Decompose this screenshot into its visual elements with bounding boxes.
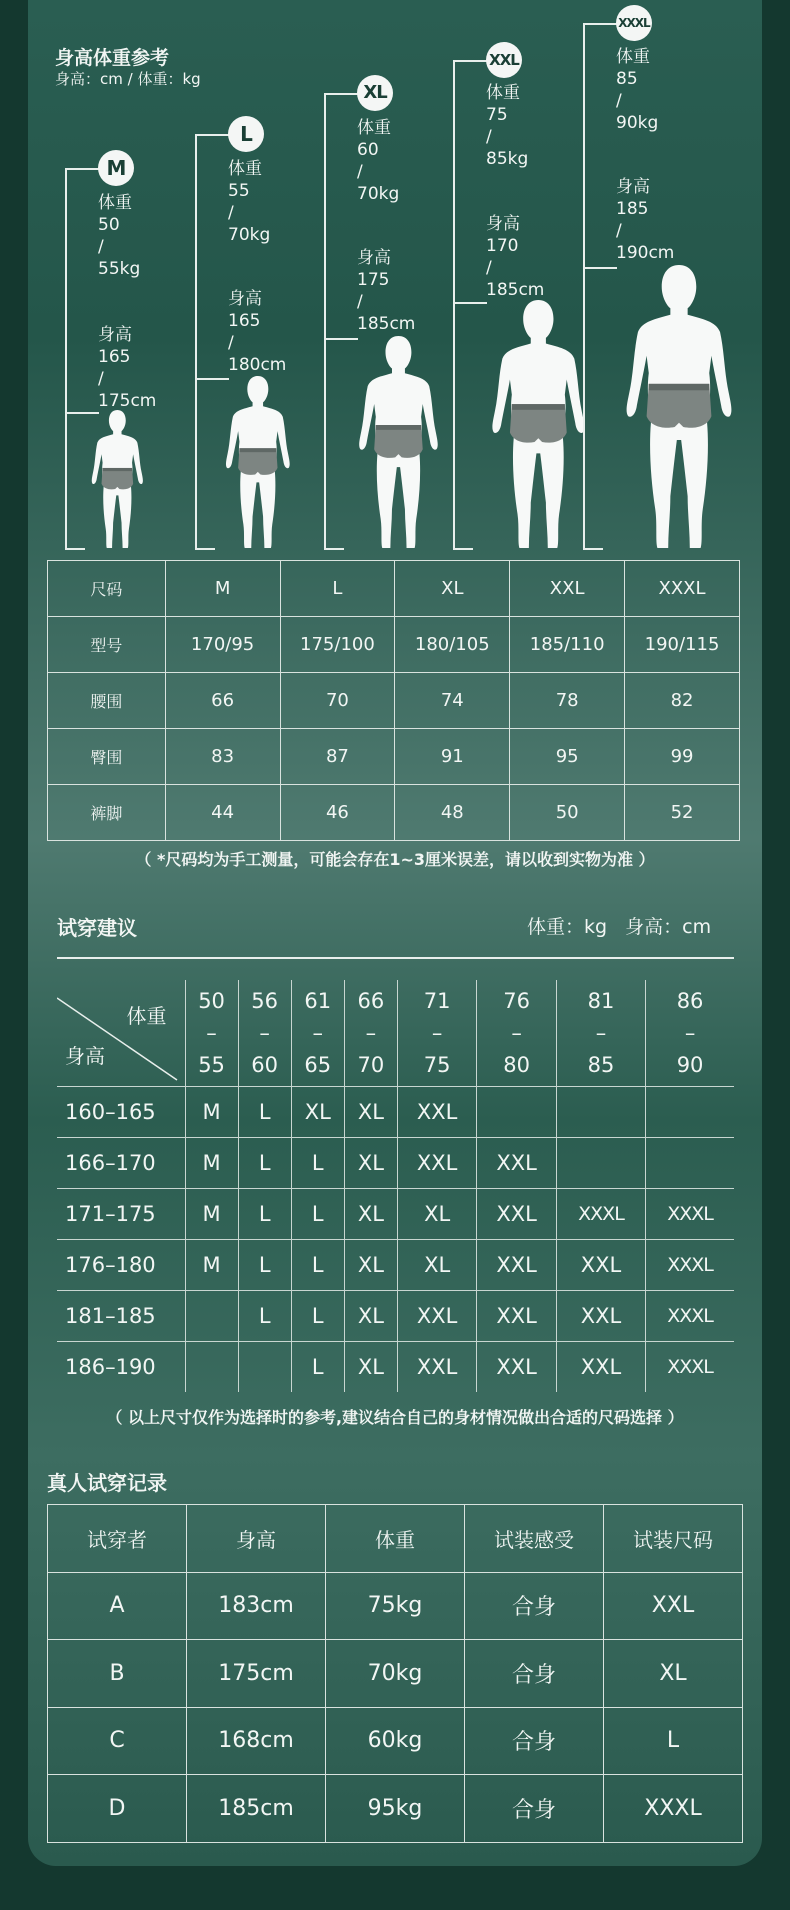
size-cell: L: [291, 1137, 344, 1188]
table-cell: 腰围: [48, 673, 166, 729]
size-cell: XL: [344, 1137, 397, 1188]
size-bracket-tick: [195, 378, 229, 380]
header-cell: 身高: [187, 1505, 326, 1573]
size-table: [47, 560, 740, 841]
table-cell: XXL: [604, 1572, 743, 1640]
size-cell: XXL: [556, 1290, 645, 1341]
size-cell: XXXL: [646, 1188, 734, 1239]
table-row: [48, 785, 740, 841]
header-cell: 体重: [326, 1505, 465, 1573]
size-cell: [646, 1137, 734, 1188]
size-cell: XXL: [397, 1341, 476, 1392]
size-cell: XXL: [556, 1239, 645, 1290]
size-cell: L: [238, 1086, 291, 1137]
size-bracket-tick: [195, 548, 215, 550]
table-cell: 70: [280, 673, 395, 729]
weight-header-cell: 81 – 85: [556, 980, 645, 1086]
size-cell: XXL: [477, 1341, 556, 1392]
body-silhouette-icon: [91, 410, 144, 548]
size-cell: XL: [344, 1290, 397, 1341]
size-bracket-tick: [195, 134, 229, 136]
size-bracket-line: [65, 168, 67, 548]
boxer-shorts-icon: [102, 468, 134, 489]
corner-height-label: 身高: [65, 1043, 105, 1068]
body-silhouette-icon: [491, 300, 586, 548]
height-range: 身高 170 / 185cm: [486, 214, 545, 300]
table-row: [48, 561, 740, 617]
size-cell: XXL: [397, 1086, 476, 1137]
size-bracket-tick: [583, 548, 603, 550]
table-row: [57, 1239, 734, 1290]
header-cell: 试穿者: [48, 1505, 187, 1573]
table-cell: 48: [395, 785, 510, 841]
size-cell: [477, 1086, 556, 1137]
table-cell: C: [48, 1707, 187, 1775]
table-cell: B: [48, 1640, 187, 1708]
table-header-row: [57, 980, 734, 1086]
table-cell: 型号: [48, 617, 166, 673]
table-cell: 185cm: [187, 1775, 326, 1843]
boxer-shorts-icon: [647, 384, 712, 428]
size-bracket-tick: [65, 548, 85, 550]
size-bracket-tick: [65, 168, 99, 170]
size-cell: [556, 1086, 645, 1137]
size-cell: XXXL: [556, 1188, 645, 1239]
size-cell: [556, 1137, 645, 1188]
size-cell: XXXL: [646, 1341, 734, 1392]
height-range: 身高 165 / 175cm: [98, 325, 157, 411]
table-cell: XXXL: [604, 1775, 743, 1843]
weight-range: 体重 55 / 70kg: [228, 159, 271, 245]
size-cell: XL: [291, 1086, 344, 1137]
size-cell: XXL: [477, 1188, 556, 1239]
size-cell: [646, 1086, 734, 1137]
table-cell: 185/110: [510, 617, 625, 673]
table-cell: 95: [510, 729, 625, 785]
table-row: [57, 1086, 734, 1137]
size-badge: L: [228, 116, 264, 152]
weight-header-cell: 76 – 80: [477, 980, 556, 1086]
fit-advice-title: 试穿建议: [57, 916, 137, 940]
table-cell: 60kg: [326, 1707, 465, 1775]
table-row: [48, 1505, 743, 1573]
table-cell: D: [48, 1775, 187, 1843]
table-cell: 82: [625, 673, 740, 729]
size-cell: XXXL: [646, 1290, 734, 1341]
size-cell: L: [291, 1290, 344, 1341]
height-range-cell: 160–165: [57, 1086, 185, 1137]
table-cell: 99: [625, 729, 740, 785]
size-cell: L: [291, 1341, 344, 1392]
size-cell: XXL: [556, 1341, 645, 1392]
weight-range: 体重 85 / 90kg: [616, 47, 659, 133]
header-cell: 试装感受: [465, 1505, 604, 1573]
table-cell: 臀围: [48, 729, 166, 785]
height-range-cell: 181–185: [57, 1290, 185, 1341]
fit-advice-note: （ 以上尺寸仅作为选择时的参考,建议结合自己的身材情况做出合适的尺码选择 ）: [106, 1408, 684, 1427]
table-cell: 91: [395, 729, 510, 785]
size-cell: XXL: [477, 1239, 556, 1290]
table-cell: 175/100: [280, 617, 395, 673]
table-cell: 52: [625, 785, 740, 841]
table-cell: 87: [280, 729, 395, 785]
table-row: [57, 1290, 734, 1341]
header-cell: 试装尺码: [604, 1505, 743, 1573]
size-bracket-tick: [324, 93, 358, 95]
fit-advice-table: [57, 980, 734, 1392]
size-bracket-tick: [324, 548, 344, 550]
table-cell: 66: [165, 673, 280, 729]
size-badge: M: [98, 150, 134, 186]
table-row: [48, 1707, 743, 1775]
size-cell: [185, 1341, 238, 1392]
size-cell: M: [185, 1086, 238, 1137]
table-cell: 50: [510, 785, 625, 841]
table-cell: 78: [510, 673, 625, 729]
table-cell: 180/105: [395, 617, 510, 673]
table-cell: 183cm: [187, 1572, 326, 1640]
size-cell: M: [185, 1188, 238, 1239]
size-badge: XXXL: [616, 5, 652, 41]
table-cell: 168cm: [187, 1707, 326, 1775]
table-cell: 46: [280, 785, 395, 841]
table-row: [57, 1341, 734, 1392]
size-bracket-line: [453, 60, 455, 548]
table-cell: XL: [604, 1640, 743, 1708]
body-silhouette-icon: [225, 376, 291, 548]
size-cell: XXL: [397, 1290, 476, 1341]
size-reference-units: 身高：cm / 体重：kg: [55, 70, 201, 88]
height-range: 身高 185 / 190cm: [616, 177, 675, 263]
table-cell: 70kg: [326, 1640, 465, 1708]
weight-range: 体重 75 / 85kg: [486, 83, 529, 169]
table-cell: 裤脚: [48, 785, 166, 841]
boxer-shorts-icon: [238, 448, 277, 475]
table-cell: 75kg: [326, 1572, 465, 1640]
size-badge: XL: [357, 75, 393, 111]
size-cell: L: [238, 1137, 291, 1188]
table-cell: 170/95: [165, 617, 280, 673]
table-cell: 190/115: [625, 617, 740, 673]
size-cell: XL: [397, 1239, 476, 1290]
table-row: [48, 673, 740, 729]
size-badge: XXL: [486, 42, 522, 78]
size-cell: XXL: [477, 1290, 556, 1341]
weight-header-cell: 86 – 90: [646, 980, 734, 1086]
size-bracket-line: [324, 93, 326, 548]
boxer-shorts-icon: [510, 404, 567, 443]
table-row: [48, 617, 740, 673]
height-range: 身高 165 / 180cm: [228, 289, 287, 375]
size-cell: M: [185, 1239, 238, 1290]
table-row: [57, 1188, 734, 1239]
header-cell: M: [165, 561, 280, 617]
table-row: [48, 729, 740, 785]
header-cell: XXXL: [625, 561, 740, 617]
size-cell: XXL: [397, 1137, 476, 1188]
size-bracket-tick: [583, 267, 617, 269]
header-cell: XXL: [510, 561, 625, 617]
table-cell: 44: [165, 785, 280, 841]
size-cell: L: [291, 1239, 344, 1290]
table-cell: 合身: [465, 1707, 604, 1775]
table-cell: A: [48, 1572, 187, 1640]
weight-header-cell: 50 – 55: [185, 980, 238, 1086]
height-range-cell: 176–180: [57, 1239, 185, 1290]
table-row: [48, 1775, 743, 1843]
height-range-cell: 166–170: [57, 1137, 185, 1188]
size-cell: M: [185, 1137, 238, 1188]
corner-weight-label: 体重: [126, 1004, 167, 1028]
weight-range: 体重 50 / 55kg: [98, 193, 141, 279]
size-bracket-tick: [583, 23, 617, 25]
height-range: 身高 175 / 185cm: [357, 248, 416, 334]
size-cell: [185, 1290, 238, 1341]
table-cell: 合身: [465, 1572, 604, 1640]
table-row: [48, 1640, 743, 1708]
table-row: [48, 1572, 743, 1640]
size-cell: XXL: [477, 1137, 556, 1188]
table-cell: L: [604, 1707, 743, 1775]
size-bracket-tick: [324, 338, 358, 340]
body-silhouette-icon: [625, 265, 733, 548]
table-row: [57, 1137, 734, 1188]
height-range-cell: 186–190: [57, 1341, 185, 1392]
weight-header-cell: 71 – 75: [397, 980, 476, 1086]
size-cell: L: [238, 1239, 291, 1290]
body-silhouette-icon: [358, 336, 439, 548]
size-cell: XL: [397, 1188, 476, 1239]
table-cell: 74: [395, 673, 510, 729]
tryon-table: [47, 1504, 743, 1843]
fit-advice-divider: [57, 957, 734, 959]
size-cell: [238, 1341, 291, 1392]
header-cell: L: [280, 561, 395, 617]
table-cell: 合身: [465, 1775, 604, 1843]
size-bracket-line: [195, 134, 197, 548]
size-bracket-tick: [453, 60, 487, 62]
size-cell: XL: [344, 1239, 397, 1290]
corner-cell: [57, 980, 185, 1086]
table-cell: 合身: [465, 1640, 604, 1708]
size-cell: XL: [344, 1341, 397, 1392]
height-range-cell: 171–175: [57, 1188, 185, 1239]
size-table-note: （ *尺码均为手工测量，可能会存在1~3厘米误差，请以收到实物为准 ）: [135, 850, 655, 869]
header-cell: 尺码: [48, 561, 166, 617]
table-cell: 175cm: [187, 1640, 326, 1708]
tryon-title: 真人试穿记录: [47, 1471, 167, 1495]
weight-header-cell: 56 – 60: [238, 980, 291, 1086]
size-cell: XL: [344, 1188, 397, 1239]
size-reference-title: 身高体重参考: [55, 47, 170, 69]
weight-header-cell: 66 – 70: [344, 980, 397, 1086]
size-bracket-tick: [453, 302, 487, 304]
size-bracket-line: [583, 23, 585, 548]
size-cell: XL: [344, 1086, 397, 1137]
table-cell: 83: [165, 729, 280, 785]
size-cell: L: [291, 1188, 344, 1239]
size-cell: L: [238, 1188, 291, 1239]
fit-advice-units: 体重：kg 身高：cm: [527, 916, 712, 938]
header-cell: XL: [395, 561, 510, 617]
size-cell: XXXL: [646, 1239, 734, 1290]
boxer-shorts-icon: [374, 425, 423, 458]
size-cell: L: [238, 1290, 291, 1341]
weight-header-cell: 61 – 65: [291, 980, 344, 1086]
weight-range: 体重 60 / 70kg: [357, 118, 400, 204]
size-bracket-tick: [453, 548, 473, 550]
table-cell: 95kg: [326, 1775, 465, 1843]
